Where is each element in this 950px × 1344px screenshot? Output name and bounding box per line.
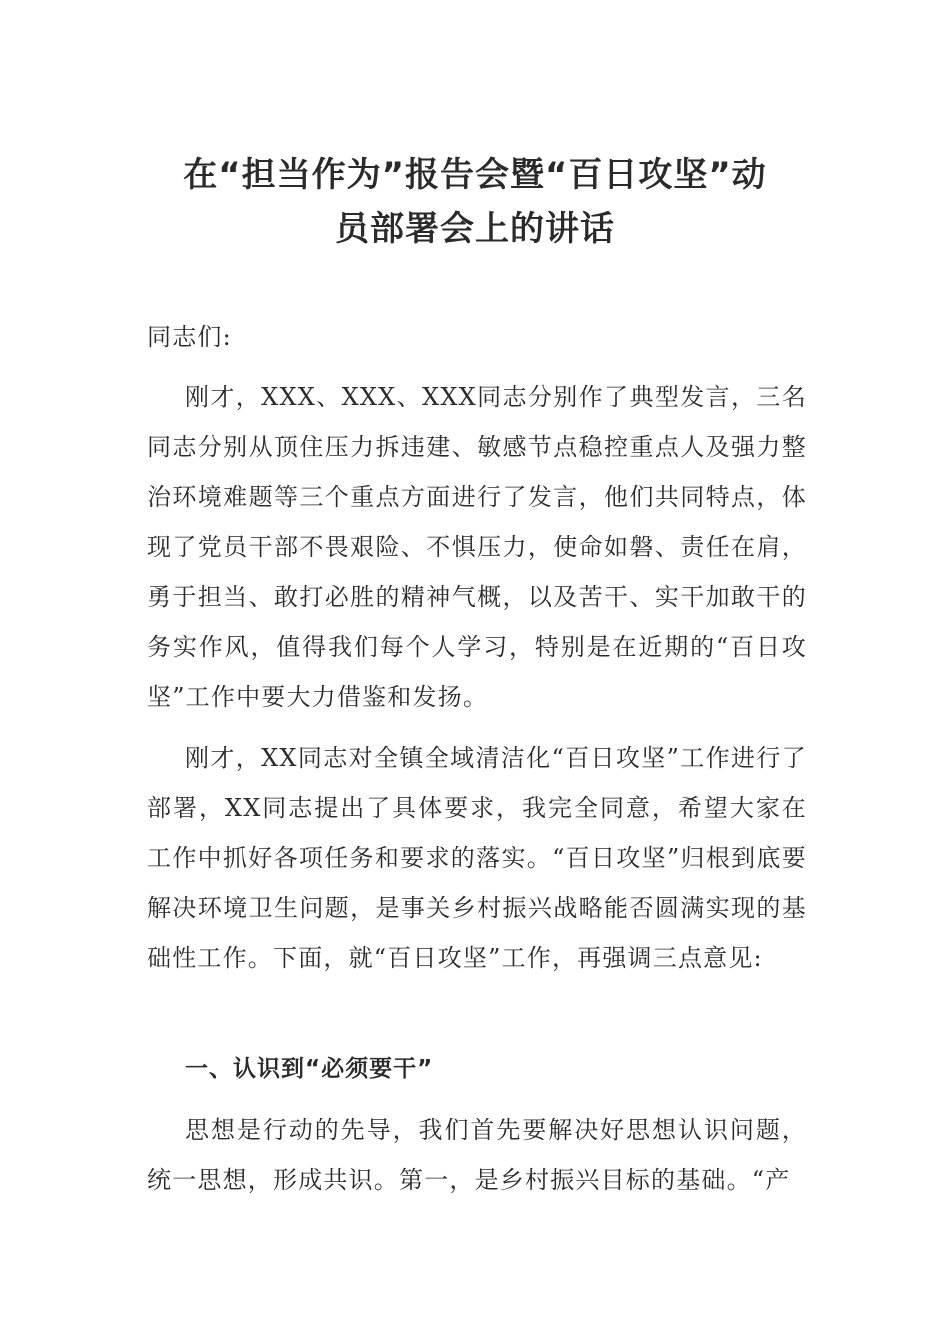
title-line-1: 在“担当作为”报告会暨“百日攻坚”动 (183, 155, 767, 195)
paragraph-1: 刚才，XXX、XXX、XXX同志分别作了典型发言，三名同志分别从顶住压力拆违建、敏感节点稳控重点人及强力整治环境难题等三个重点方面进行了发言，他们共同特点，体现了党员干部不畏艰险、不惧压力，使命如磐、责任在肩，勇于担当、敢打必胜的精神气概，以及苦干、实干加敢干的务实作风，值得我们每个人学习，特别是在近期的“百日攻坚”工作中要大力借鉴和发扬。 (147, 383, 807, 711)
document-title (145, 148, 805, 256)
section-1-paragraph: 思想是行动的先导，我们首先要解决好思想认识问题，统一思想，形成共识。第一，是乡村振兴目标的基础。“产 (147, 1116, 807, 1194)
salutation: 同志们: (147, 323, 232, 351)
section-heading-1: 一、认识到“必须要干” (185, 1056, 434, 1082)
paragraph-2: 刚才，XX同志对全镇全域清洁化“百日攻坚”工作进行了部署，XX同志提出了具体要求，我完全同意，希望大家在工作中抓好各项任务和要求的落实。“百日攻坚”归根到底要解决环境卫生问题，是事关乡村振兴战略能否圆满实现的基础性工作。下面，就“百日攻坚”工作，再强调三点意见: (147, 744, 807, 972)
title-line-2: 员部署会上的讲话 (335, 209, 615, 249)
